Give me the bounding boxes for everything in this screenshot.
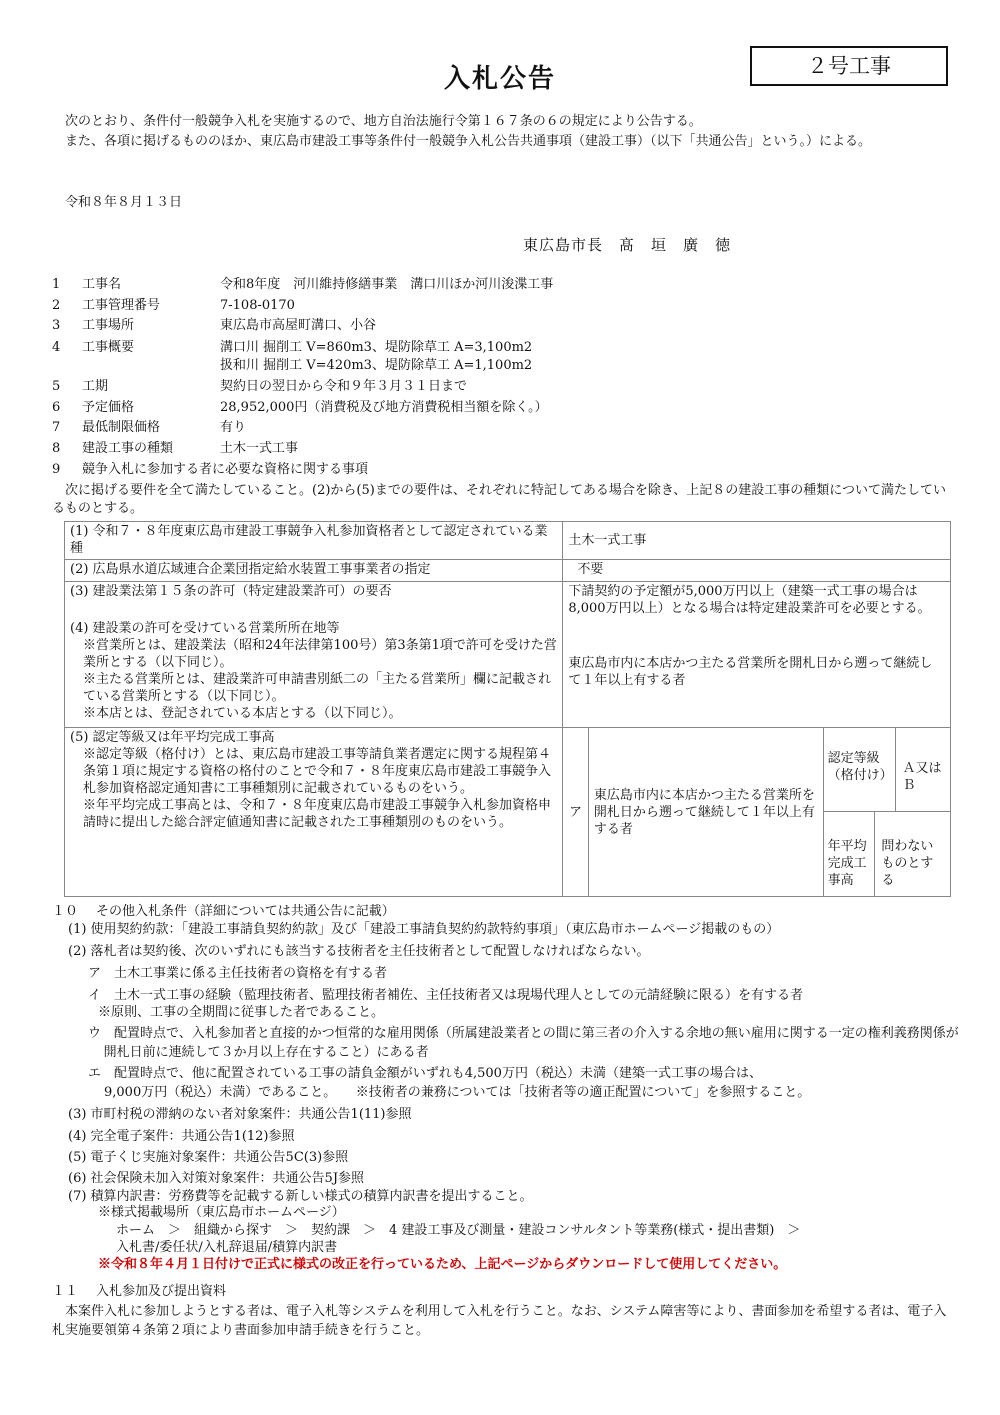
item-number: 2 — [52, 298, 61, 313]
item-row — [52, 316, 952, 336]
section-heading — [52, 1282, 952, 1302]
cell-line: 東広島市内に本店かつ主たる営業所を開札日から遡って継続して１年以上有する者 — [568, 656, 933, 688]
condition-line: (3) 市町村税の滞納のない者対象案件：共通公告1(11)参照 — [68, 1107, 412, 1122]
table-cell — [563, 582, 951, 728]
sub-key: 年平均完成工事高 — [824, 812, 876, 896]
mayor-signature: 東広島市長 髙 垣 廣 徳 — [523, 236, 732, 254]
cell-line: (3) 建設業法第１５条の許可（特定建設業許可）の要否 — [70, 584, 392, 599]
item-label: 建設工事の種類 — [82, 441, 174, 456]
sub-value: Ａ又はＢ — [902, 761, 942, 793]
item-row — [52, 296, 952, 316]
table-row — [65, 582, 951, 728]
cell-line: (4) 建設業の許可を受けている営業所所在地等 — [70, 621, 340, 636]
item-row — [52, 377, 952, 397]
item-number: 8 — [52, 441, 61, 456]
condition-line: イ 土木一式工事の経験（監理技術者、監理技術者補佐、主任技術者又は現場代理人としての元請経験に限る）を有する者 — [88, 988, 804, 1003]
item-value: 土木一式工事 — [220, 441, 299, 456]
condition-line: エ 配置時点で、他に配置されている工事の請負金額がいずれも4,500万円（税込）未満（建築一式工事の場合は、 — [88, 1066, 762, 1081]
item-row — [52, 418, 952, 438]
warning-notice: ※令和８年４月１日付けで正式に様式の改正を行っているため、上記ページからダウンロードして使用してください。 — [98, 1257, 787, 1272]
item-row — [52, 338, 952, 373]
item-label: 最低制限価格 — [82, 420, 161, 435]
item-label: 工期 — [82, 379, 109, 394]
item-row — [52, 398, 952, 418]
notice-date: 令和８年８月１３日 — [65, 195, 183, 210]
table-cell — [65, 728, 563, 897]
item-value: 契約日の翌日から令和９年３月３１日まで — [220, 379, 468, 394]
page-title: 入札公告 — [443, 64, 556, 94]
item-value-2: 扱和川 掘削工 V=420m3、堤防除草工 A=1,100m2 — [220, 358, 533, 373]
page-path: 入札書/委任状/入札辞退届/積算内訳書 — [116, 1240, 338, 1255]
condition-line: ウ 配置時点で、入札参加者と直接的かつ恒常的な雇用関係（所属建設業者との間に第三者の介入する余地の無い雇用に関する一定の権利義務関係が開札日前に連続して３か月以上存在すること）にある者 — [88, 1026, 959, 1060]
item-number: 4 — [52, 340, 61, 355]
item-number: 6 — [52, 400, 61, 415]
item-number: 3 — [52, 318, 61, 333]
sub-row — [824, 812, 950, 896]
condition-line: (1) 使用契約約款：「建設工事請負契約約款」及び「建設工事請負契約約款特約事項」（東広島市ホームページ掲載のもの） — [68, 922, 780, 937]
condition-line: ※原則、工事の全期間に従事した者であること。 — [98, 1005, 385, 1020]
sub-row — [824, 728, 950, 812]
table-cell — [823, 728, 950, 897]
item-value: 溝口川 掘削工 V=860m3、堤防除草工 A=3,100m2 — [220, 340, 533, 355]
cell-note: ※認定等級（格付け）とは、東広島市建設工事等請負業者選定に関する規程第４条第１項に規定する資格の格付のことで令和７・８年度東広島市建設工事競争入札参加資格認定通知書に工事種類別に記載されているものをいう。 — [83, 747, 552, 796]
section-number: １０ — [52, 904, 79, 919]
item-number: 5 — [52, 379, 61, 394]
item-row — [52, 439, 952, 459]
cell-line: 下請契約の予定額が5,000万円以上（建築一式工事の場合は8,000万円以上）となる場合は特定建設業許可を必要とする。 — [568, 584, 931, 616]
sec9-intro: 次に掲げる要件を全て満たしていること。(2)から(5)までの要件は、それぞれに特記してある場合を除き、上記８の建設工事の種類について満たしているものとする。 — [52, 483, 947, 516]
item-value: 東広島市高屋町溝口、小谷 — [220, 318, 377, 333]
item-label: 工事場所 — [82, 318, 135, 333]
intro-paragraph-2: また、各項に掲げるもののほか、東広島市建設工事等条件付一般競争入札公告共通事項（建設工事）（以下「共通公告」という。）による。 — [65, 134, 872, 149]
table-cell: 不要 — [563, 560, 951, 582]
item-label: 工事管理番号 — [82, 298, 161, 313]
table-cell: (1) 令和７・８年度東広島市建設工事競争入札参加資格者として認定されている業種 — [65, 522, 563, 560]
item-value: 令和8年度 河川維持修繕事業 溝口川ほか河川浚渫工事 — [220, 277, 554, 292]
section-title: 入札参加及び提出資料 — [96, 1284, 227, 1299]
condition-line: ※様式掲載場所（東広島市ホームページ） — [98, 1205, 345, 1220]
intro-paragraph-1: 次のとおり、条件付一般競争入札を実施するので、地方自治法施行令第１６７条の６の規定により公告する。 — [65, 114, 702, 129]
condition-line: 9,000万円（税込）未満）であること。 ※技術者の兼務については「技術者等の適正配置について」を参照すること。 — [104, 1085, 811, 1100]
section-heading — [52, 902, 952, 922]
section-body: 本案件入札に参加しようとする者は、電子入札等システムを利用して入札を行うこと。なお、システム障害等により、書面参加を希望する者は、電子入札実施要領第４条第２項により書面参加申請手続きを行うこと。 — [52, 1304, 947, 1338]
cell-note: ※主たる営業所とは、建設業許可申請書別紙二の「主たる営業所」欄に記載されている営業所とする（以下同じ）。 — [83, 672, 552, 704]
condition-line: ア 土木工事業に係る主任技術者の資格を有する者 — [88, 966, 388, 981]
table-cell — [65, 582, 563, 728]
item-label: 工事概要 — [82, 340, 135, 355]
condition-line: (4) 完全電子案件：共通公告1(12)参照 — [68, 1129, 295, 1144]
table-row — [65, 560, 951, 582]
contract-number-badge: ２号工事 — [750, 46, 948, 86]
table-cell: 土木一式工事 — [563, 522, 951, 560]
item-value: 7-108-0170 — [220, 298, 295, 313]
page-path: ホーム ＞ 組織から探す ＞ 契約課 ＞ 4 建設工事及び測量・建設コンサルタント等業務(様式・提出書類) ＞ — [116, 1223, 801, 1238]
section-number: １１ — [52, 1284, 79, 1299]
table-cell: (2) 広島県水道広域連合企業団指定給水装置工事事業者の指定 — [65, 560, 563, 582]
cell-note: ※年平均完成工事高とは、令和７・８年度東広島市建設工事競争入札参加資格申請時に提出した総合評定値通知書に記載された工事種類別のものをいう。 — [83, 798, 552, 830]
item-row — [52, 460, 952, 480]
item-number: 9 — [52, 462, 61, 477]
item-label: 予定価格 — [82, 400, 135, 415]
condition-line: (2) 落札者は契約後、次のいずれにも該当する技術者を主任技術者として配置しなければならない。 — [68, 944, 650, 959]
table-cell: 東広島市内に本店かつ主たる営業所を開札日から遡って継続して１年以上有する者 — [588, 728, 823, 897]
cell-note: ※営業所とは、建設業法（昭和24年法律第100号）第3条第1項で許可を受けた営業所とする（以下同じ）。 — [83, 638, 557, 670]
table-row — [65, 728, 951, 897]
item-label: 競争入札に参加する者に必要な資格に関する事項 — [82, 462, 369, 477]
sub-value: 問わないものとする — [881, 839, 934, 888]
section-title: その他入札条件（詳細については共通公告に記載） — [96, 904, 395, 919]
condition-line: (6) 社会保険未加入対策対象案件：共通公告5J参照 — [68, 1171, 365, 1186]
item-value: 有り — [220, 420, 247, 435]
item-row — [52, 275, 952, 295]
cell-note: ※本店とは、登記されている本店とする（以下同じ）。 — [83, 706, 402, 721]
sub-key: 認定等級（格付け） — [824, 728, 897, 811]
cell-line: (5) 認定等級又は年平均完成工事高 — [70, 730, 275, 745]
qualification-table — [64, 521, 951, 897]
table-row — [65, 522, 951, 560]
item-number: 7 — [52, 420, 61, 435]
item-value: 28,952,000円（消費税及び地方消費税相当額を除く。） — [220, 400, 548, 415]
item-label: 工事名 — [82, 277, 122, 292]
condition-line: (7) 積算内訳書：労務費等を記載する新しい様式の積算内訳書を提出すること。 — [68, 1189, 533, 1204]
table-cell: ア — [563, 728, 588, 897]
item-number: 1 — [52, 277, 61, 292]
condition-line: (5) 電子くじ実施対象案件：共通公告5C(3)参照 — [68, 1150, 349, 1165]
